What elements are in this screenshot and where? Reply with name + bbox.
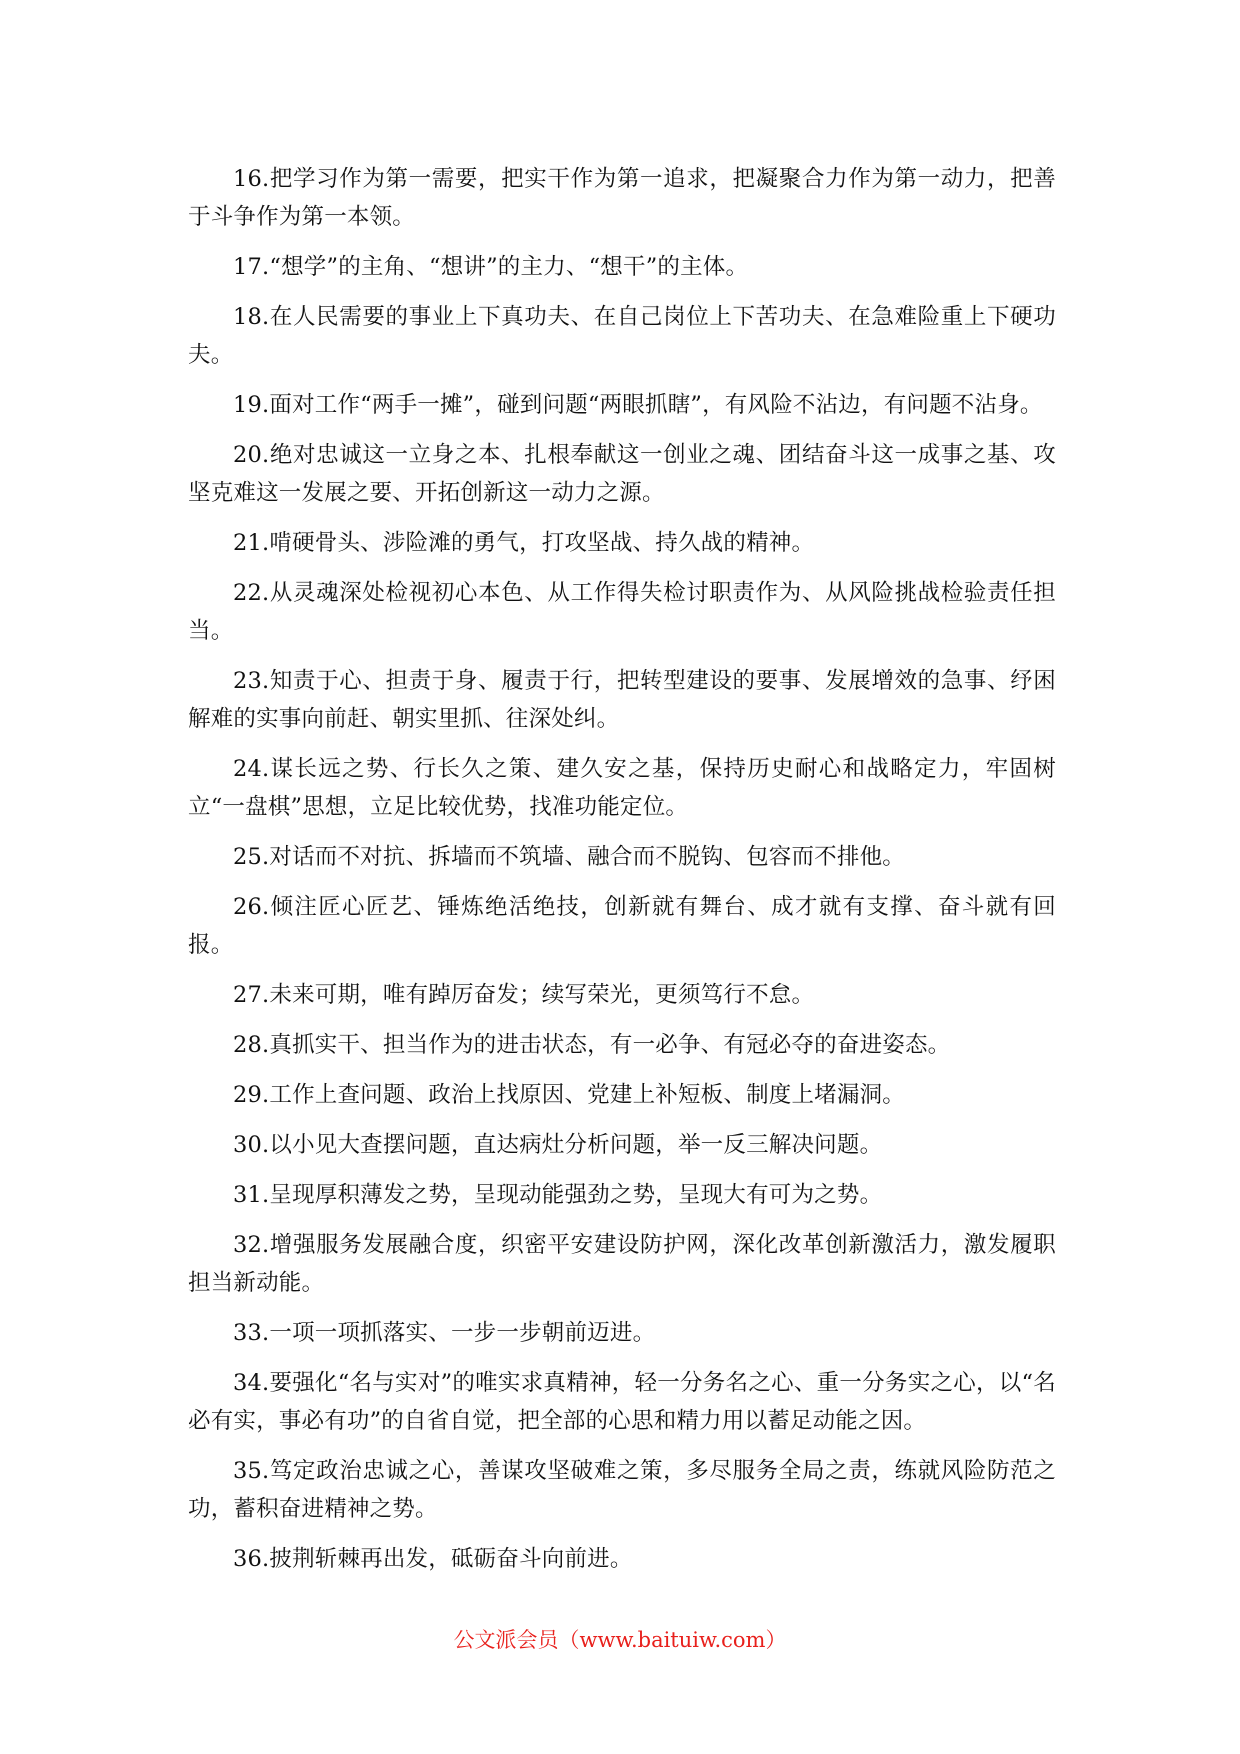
paragraph-22: 22.从灵魂深处检视初心本色、从工作得失检讨职责作为、从风险挑战检验责任担当。 (188, 580, 1056, 644)
paragraph-20: 20.绝对忠诚这一立身之本、扎根奉献这一创业之魂、团结奋斗这一成事之基、攻坚克难这一发展之要、开拓创新这一动力之源。 (188, 442, 1056, 506)
paragraph-36: 36.披荆斩棘再出发，砥砺奋斗向前进。 (233, 1546, 633, 1572)
paragraph-24: 24.谋长远之势、行长久之策、建久安之基，保持历史耐心和战略定力，牢固树立“一盘棋”思想，立足比较优势，找准功能定位。 (188, 756, 1056, 820)
paragraph-31: 31.呈现厚积薄发之势，呈现动能强劲之势，呈现大有可为之势。 (233, 1182, 883, 1208)
paragraph-21: 21.啃硬骨头、涉险滩的勇气，打攻坚战、持久战的精神。 (233, 530, 815, 556)
paragraph-18: 18.在人民需要的事业上下真功夫、在自己岗位上下苦功夫、在急难险重上下硬功夫。 (188, 304, 1056, 368)
paragraph-34: 34.要强化“名与实对”的唯实求真精神，轻一分务名之心、重一分务实之心，以“名必有实，事必有功”的自省自觉，把全部的心思和精力用以蓄足动能之因。 (188, 1370, 1056, 1434)
paragraph-26: 26.倾注匠心匠艺、锤炼绝活绝技，创新就有舞台、成才就有支撑、奋斗就有回报。 (188, 894, 1056, 958)
paragraph-23: 23.知责于心、担责于身、履责于行，把转型建设的要事、发展增效的急事、纾困解难的实事向前赶、朝实里抓、往深处纠。 (188, 668, 1056, 732)
document-body (188, 160, 1056, 1590)
paragraph-32: 32.增强服务发展融合度，织密平安建设防护网，深化改革创新激活力，激发履职担当新动能。 (188, 1232, 1056, 1296)
paragraph-27: 27.未来可期，唯有踔厉奋发；续写荣光，更须笃行不怠。 (233, 982, 815, 1008)
paragraph-33: 33.一项一项抓落实、一步一步朝前迈进。 (233, 1320, 656, 1346)
paragraph-30: 30.以小见大查摆问题，直达病灶分析问题，举一反三解决问题。 (233, 1132, 883, 1158)
paragraph-29: 29.工作上查问题、政治上找原因、党建上补短板、制度上堵漏洞。 (233, 1082, 905, 1108)
paragraph-19: 19.面对工作“两手一摊”，碰到问题“两眼抓瞎”，有风险不沾边，有问题不沾身。 (233, 392, 1043, 418)
paragraph-16: 16.把学习作为第一需要，把实干作为第一追求，把凝聚合力作为第一动力，把善于斗争作为第一本领。 (188, 166, 1056, 230)
paragraph-28: 28.真抓实干、担当作为的进击状态，有一必争、有冠必夺的奋进姿态。 (233, 1032, 951, 1058)
paragraph-17: 17.“想学”的主角、“想讲”的主力、“想干”的主体。 (233, 254, 749, 280)
paragraph-35: 35.笃定政治忠诚之心，善谋攻坚破难之策，多尽服务全局之责，练就风险防范之功，蓄积奋进精神之势。 (188, 1458, 1056, 1522)
paragraph-25: 25.对话而不对抗、拆墙而不筑墙、融合而不脱钩、包容而不排他。 (233, 844, 905, 870)
footer-membership-link[interactable]: 公文派会员（www.baituiw.com） (453, 1628, 787, 1652)
